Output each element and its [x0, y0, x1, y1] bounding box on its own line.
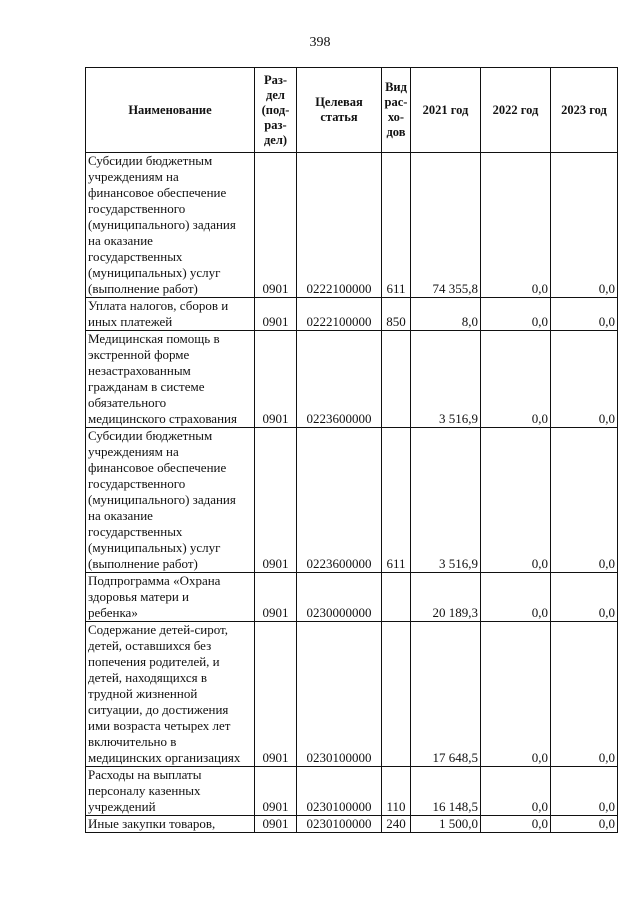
- row-2023-text: 0,0: [598, 281, 615, 296]
- row-expense-type-cell: [382, 153, 411, 298]
- row-name-cell: [86, 153, 255, 298]
- row-name-text: Иные закупки товаров,: [88, 816, 216, 831]
- row-target-cell: [297, 573, 382, 622]
- row-2023-cell: [551, 153, 618, 298]
- table-row: [86, 816, 618, 833]
- row-2021-cell: [411, 428, 481, 573]
- row-2023-cell: [551, 331, 618, 428]
- row-name-text: Расходы на выплаты персоналу казенных учреждений: [88, 767, 202, 814]
- table-row: [86, 331, 618, 428]
- row-2022-cell: [481, 298, 551, 331]
- row-name-text: Уплата налогов, сборов и иных платежей: [88, 298, 229, 329]
- row-name-cell: [86, 816, 255, 833]
- row-name-text: Подпрограмма «Охрана здоровья матери и ребенка»: [88, 573, 221, 620]
- table-header-row: [86, 68, 618, 153]
- row-2021-text: 3 516,9: [439, 556, 478, 571]
- row-section-text: 0901: [262, 411, 289, 426]
- row-2022-text: 0,0: [531, 281, 548, 296]
- row-2023-cell: [551, 573, 618, 622]
- row-expense-type-cell: [382, 767, 411, 816]
- row-section-text: 0901: [262, 556, 289, 571]
- row-section-cell: [255, 573, 297, 622]
- row-target-cell: [297, 622, 382, 767]
- row-2021-text: 17 648,5: [432, 750, 478, 765]
- header-section: Раз- дел (под- раз- дел): [255, 68, 297, 153]
- row-name-text: Субсидии бюджетным учреждениям на финансовое обеспечение государственного (муниципального) задания на оказание государственных (муниципальных) услуг (выполнение работ): [88, 428, 236, 571]
- row-2022-cell: [481, 573, 551, 622]
- budget-table: [85, 67, 618, 833]
- header-2023: 2023 год: [551, 68, 618, 153]
- row-name-cell: [86, 428, 255, 573]
- row-2022-cell: [481, 428, 551, 573]
- header-name: Наименование: [86, 68, 255, 153]
- row-section-cell: [255, 298, 297, 331]
- row-2021-cell: [411, 298, 481, 331]
- row-2023-text: 0,0: [598, 411, 615, 426]
- row-2023-cell: [551, 622, 618, 767]
- row-2022-cell: [481, 816, 551, 833]
- row-target-cell: [297, 767, 382, 816]
- row-2022-text: 0,0: [531, 750, 548, 765]
- row-name-text: Медицинская помощь в экстренной форме незастрахованным гражданам в системе обязательного медицинского страхования: [88, 331, 237, 426]
- row-section-cell: [255, 428, 297, 573]
- row-target-text: 0223600000: [306, 556, 372, 571]
- row-target-text: 0230100000: [306, 750, 372, 765]
- row-2023-text: 0,0: [598, 556, 615, 571]
- row-target-text: 0230100000: [306, 799, 372, 814]
- row-expense-type-text: 240: [386, 816, 406, 831]
- row-2021-text: 3 516,9: [439, 411, 478, 426]
- row-target-cell: [297, 298, 382, 331]
- row-2021-cell: [411, 153, 481, 298]
- row-target-cell: [297, 331, 382, 428]
- row-section-cell: [255, 153, 297, 298]
- row-2021-cell: [411, 767, 481, 816]
- row-2021-cell: [411, 331, 481, 428]
- row-section-text: 0901: [262, 314, 289, 329]
- row-2022-cell: [481, 767, 551, 816]
- row-expense-type-cell: [382, 816, 411, 833]
- header-target: Целевая статья: [297, 68, 382, 153]
- row-expense-type-cell: [382, 331, 411, 428]
- row-2022-text: 0,0: [531, 556, 548, 571]
- row-2021-cell: [411, 816, 481, 833]
- table-row: [86, 767, 618, 816]
- row-target-text: 0222100000: [306, 314, 372, 329]
- table-row: [86, 428, 618, 573]
- row-section-text: 0901: [262, 799, 289, 814]
- row-section-text: 0901: [262, 281, 289, 296]
- row-name-cell: [86, 767, 255, 816]
- row-name-cell: [86, 331, 255, 428]
- row-2021-text: 74 355,8: [432, 281, 478, 296]
- table-row: [86, 622, 618, 767]
- row-2022-text: 0,0: [531, 605, 548, 620]
- header-2022: 2022 год: [481, 68, 551, 153]
- row-target-cell: [297, 816, 382, 833]
- row-target-cell: [297, 428, 382, 573]
- table-row: [86, 298, 618, 331]
- row-2023-cell: [551, 816, 618, 833]
- page-number: 398: [309, 35, 331, 50]
- row-expense-type-cell: [382, 622, 411, 767]
- row-2021-text: 16 148,5: [432, 799, 478, 814]
- header-2021: 2021 год: [411, 68, 481, 153]
- row-name-text: Субсидии бюджетным учреждениям на финансовое обеспечение государственного (муниципального) задания на оказание государственных (муниципальных) услуг (выполнение работ): [88, 153, 236, 296]
- row-section-text: 0901: [262, 816, 289, 831]
- row-2023-text: 0,0: [598, 799, 615, 814]
- row-section-text: 0901: [262, 750, 289, 765]
- row-2021-cell: [411, 573, 481, 622]
- row-section-text: 0901: [262, 605, 289, 620]
- row-2022-cell: [481, 622, 551, 767]
- row-2022-text: 0,0: [531, 816, 548, 831]
- row-name-text: Содержание детей-сирот, детей, оставшихся без попечения родителей, и детей, находящихся в трудной жизненной ситуации, до достижения ими возраста четырех лет включительно в медицинских организациях: [88, 622, 241, 765]
- row-expense-type-text: 850: [386, 314, 406, 329]
- header-expense-type: Вид рас- хо- дов: [382, 68, 411, 153]
- row-target-cell: [297, 153, 382, 298]
- row-2023-text: 0,0: [598, 816, 615, 831]
- row-name-cell: [86, 622, 255, 767]
- row-target-text: 0223600000: [306, 411, 372, 426]
- row-2021-text: 8,0: [461, 314, 478, 329]
- row-2021-cell: [411, 622, 481, 767]
- row-2021-text: 20 189,3: [432, 605, 478, 620]
- table-row: [86, 153, 618, 298]
- row-section-cell: [255, 767, 297, 816]
- row-target-text: 0230000000: [306, 605, 372, 620]
- row-2023-text: 0,0: [598, 605, 615, 620]
- row-expense-type-cell: [382, 573, 411, 622]
- row-name-cell: [86, 298, 255, 331]
- row-expense-type-text: 611: [386, 281, 406, 296]
- row-target-text: 0230100000: [306, 816, 372, 831]
- row-2023-cell: [551, 298, 618, 331]
- row-2023-cell: [551, 428, 618, 573]
- row-section-cell: [255, 622, 297, 767]
- row-section-cell: [255, 331, 297, 428]
- row-expense-type-cell: [382, 428, 411, 573]
- row-2021-text: 1 500,0: [439, 816, 478, 831]
- row-2023-text: 0,0: [598, 750, 615, 765]
- row-2022-text: 0,0: [531, 799, 548, 814]
- row-2022-text: 0,0: [531, 314, 548, 329]
- row-section-cell: [255, 816, 297, 833]
- row-2022-cell: [481, 153, 551, 298]
- table-row: [86, 573, 618, 622]
- row-expense-type-text: 611: [386, 556, 406, 571]
- row-expense-type-cell: [382, 298, 411, 331]
- row-target-text: 0222100000: [306, 281, 372, 296]
- row-2023-cell: [551, 767, 618, 816]
- row-expense-type-text: 110: [386, 799, 406, 814]
- row-name-cell: [86, 573, 255, 622]
- row-2022-cell: [481, 331, 551, 428]
- row-2023-text: 0,0: [598, 314, 615, 329]
- row-2022-text: 0,0: [531, 411, 548, 426]
